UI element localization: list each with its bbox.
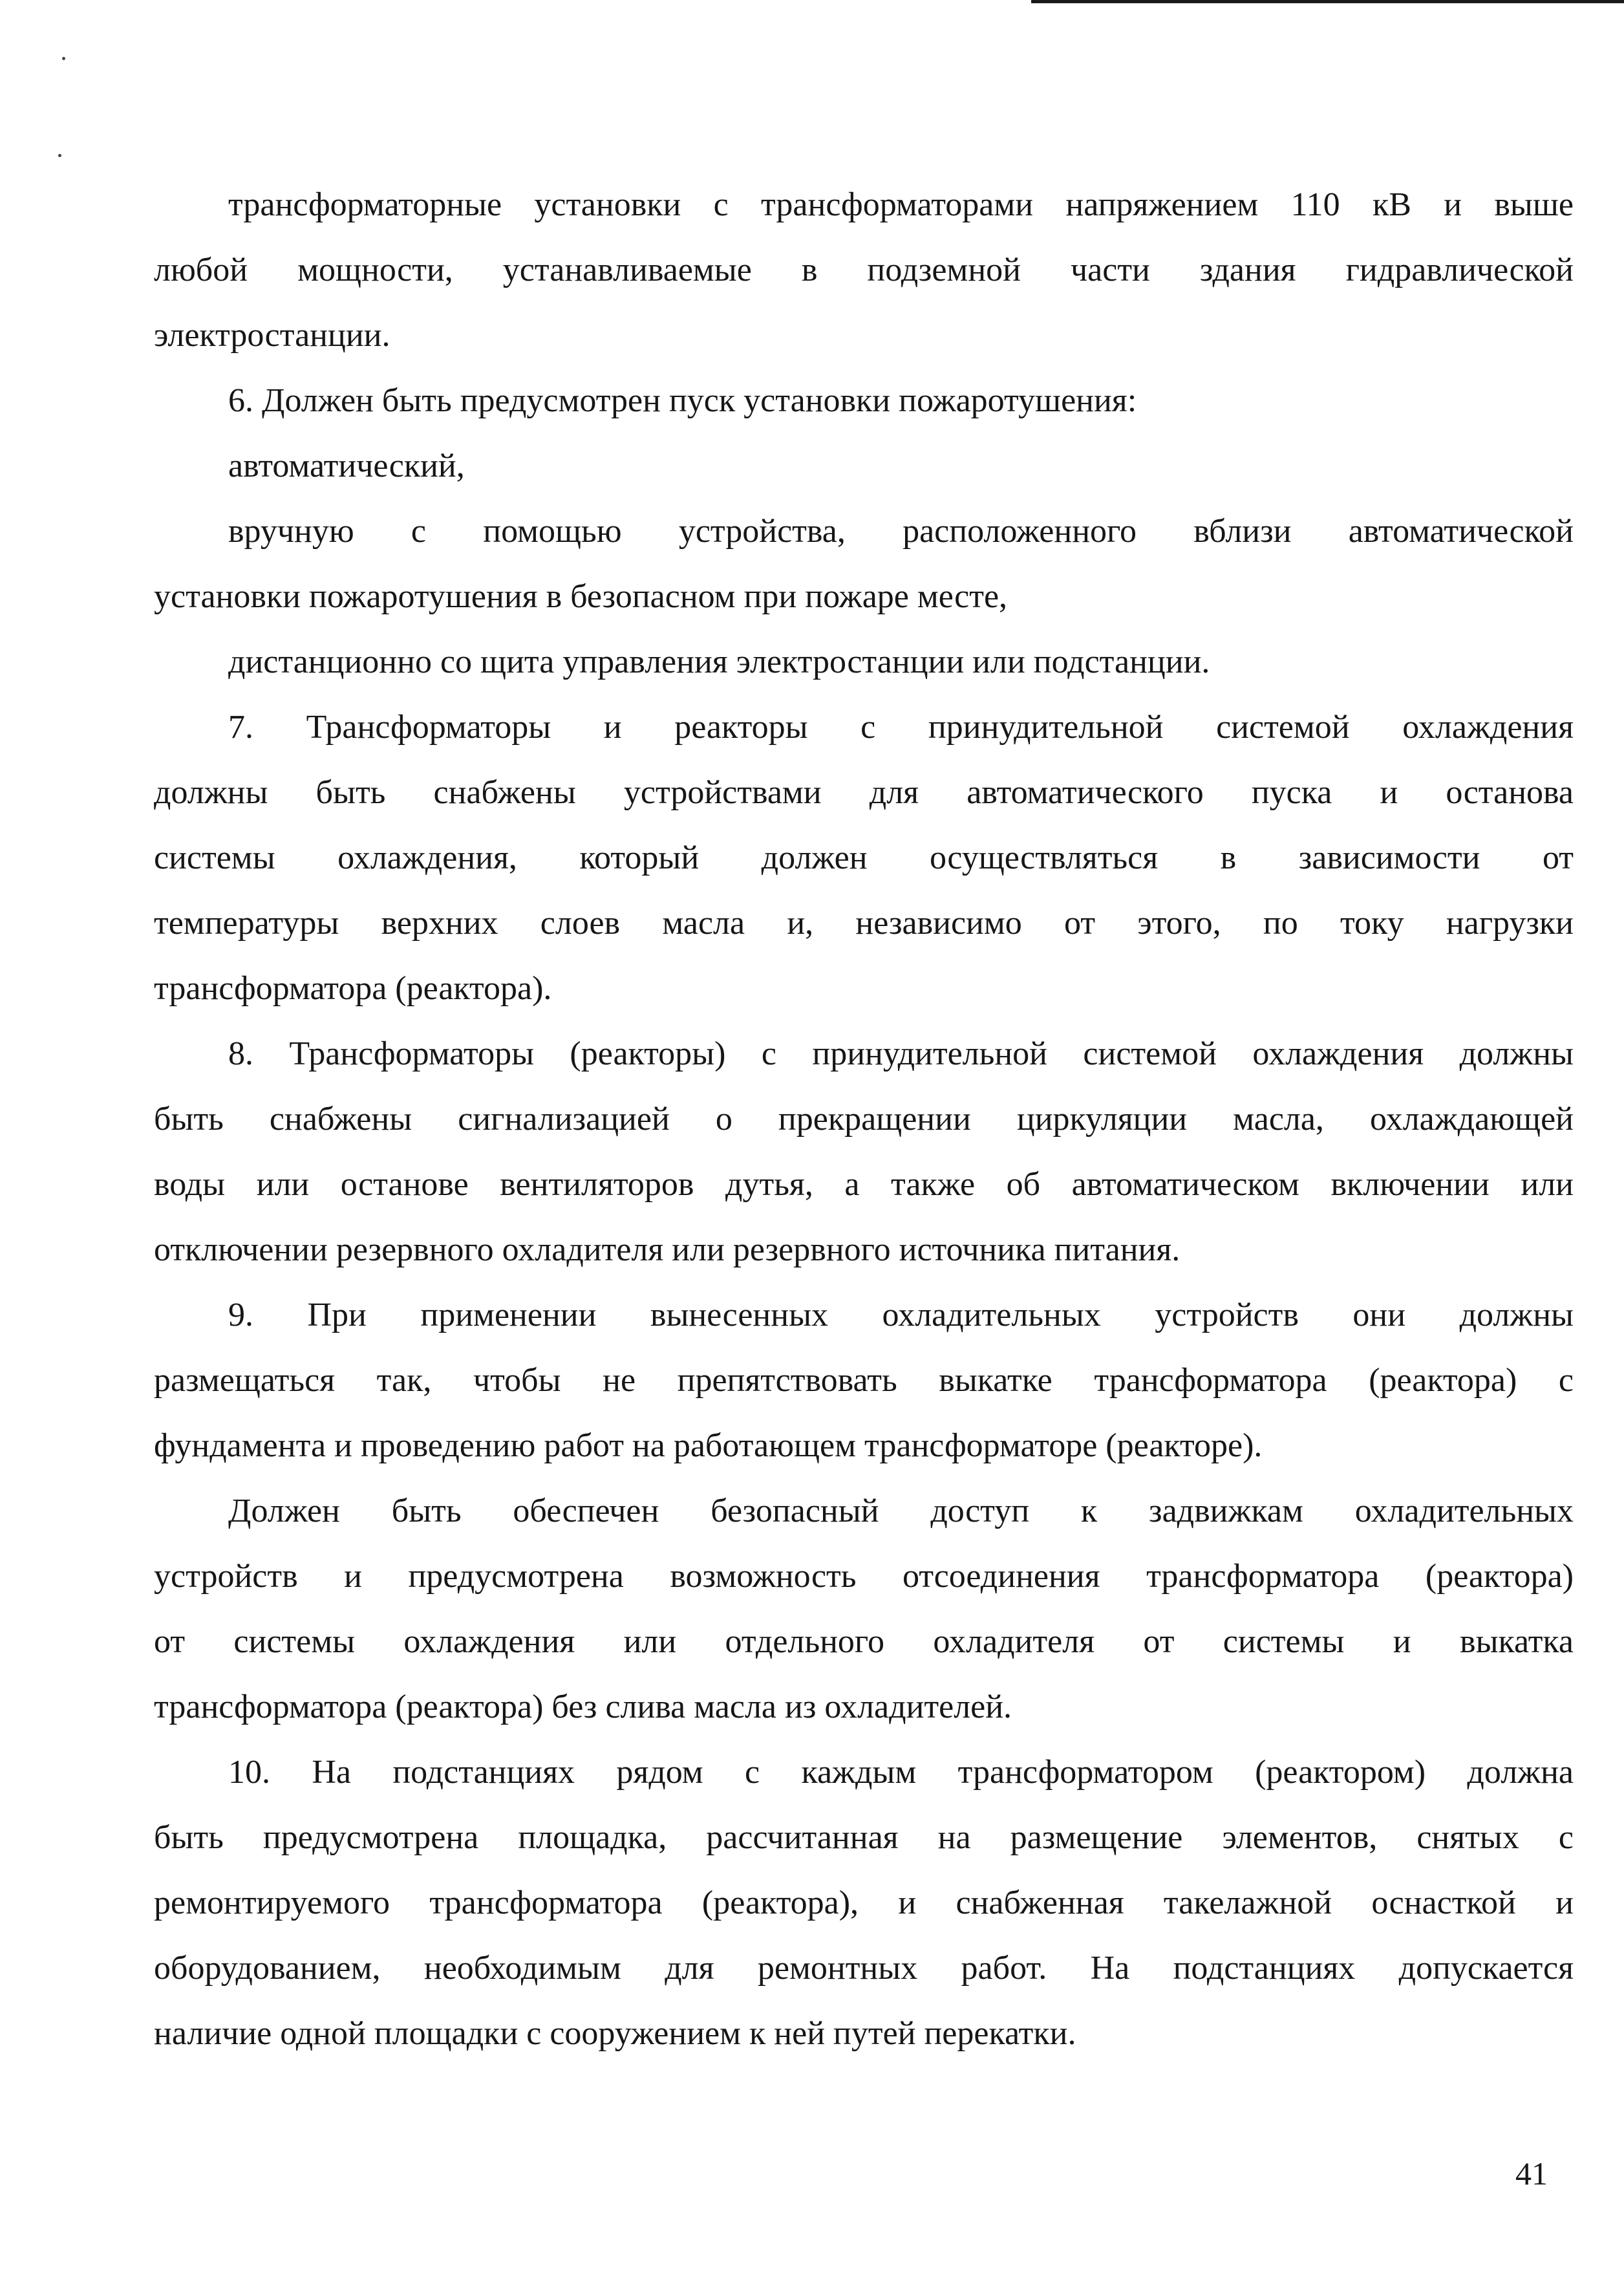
text-line: 7. Трансформаторы и реакторы с принудительной системой охлаждения: [228, 709, 1574, 746]
text-line: установки пожаротушения в безопасном при пожаре месте,: [154, 578, 1008, 615]
text-line: 8. Трансформаторы (реакторы) с принудительной системой охлаждения должны: [228, 1035, 1574, 1072]
scan-edge-line: [1031, 0, 1624, 3]
text-line: системы охлаждения, который должен осуществляться в зависимости от: [154, 839, 1574, 876]
text-line: дистанционно со щита управления электростанции или подстанции.: [228, 643, 1210, 680]
text-line: трансформаторные установки с трансформаторами напряжением 110 кВ и выше: [228, 186, 1574, 223]
page-number: 41: [1515, 2155, 1548, 2192]
text-line: отключении резервного охладителя или резервного источника питания.: [154, 1231, 1181, 1268]
text-line: быть предусмотрена площадка, рассчитанная на размещение элементов, снятых с: [154, 1819, 1574, 1856]
text-line: 10. На подстанциях рядом с каждым трансформатором (реактором) должна: [228, 1754, 1574, 1791]
scan-speck: [58, 154, 61, 157]
text-line: быть снабжены сигнализацией о прекращении циркуляции масла, охлаждающей: [154, 1101, 1574, 1138]
text-line: трансформатора (реактора).: [154, 970, 552, 1007]
text-line: температуры верхних слоев масла и, независимо от этого, по току нагрузки: [154, 905, 1574, 942]
text-line: автоматический,: [228, 447, 465, 484]
text-line: любой мощности, устанавливаемые в подземной части здания гидравлической: [154, 252, 1574, 288]
text-line: от системы охлаждения или отдельного охладителя от системы и выкатка: [154, 1623, 1574, 1660]
text-line: наличие одной площадки с сооружением к ней путей перекатки.: [154, 2015, 1076, 2052]
text-line: устройств и предусмотрена возможность отсоединения трансформатора (реактора): [154, 1558, 1574, 1595]
text-line: воды или останове вентиляторов дутья, а также об автоматическом включении или: [154, 1166, 1574, 1203]
text-line: размещаться так, чтобы не препятствовать выкатке трансформатора (реактора) с: [154, 1362, 1574, 1399]
text-line: электростанции.: [154, 317, 390, 354]
text-line: ремонтируемого трансформатора (реактора), и снабженная такелажной оснасткой и: [154, 1884, 1574, 1921]
text-line: 6. Должен быть предусмотрен пуск установки пожаротушения:: [228, 382, 1137, 419]
scan-speck: [62, 57, 65, 60]
text-line: трансформатора (реактора) без слива масла из охладителей.: [154, 1688, 1012, 1725]
text-line: оборудованием, необходимым для ремонтных работ. На подстанциях допускается: [154, 1950, 1574, 1987]
text-line: фундамента и проведению работ на работающем трансформаторе (реакторе).: [154, 1427, 1263, 1464]
text-line: должны быть снабжены устройствами для автоматического пуска и останова: [154, 774, 1574, 811]
document-body: [154, 172, 1574, 2066]
text-line: 9. При применении вынесенных охладительных устройств они должны: [228, 1297, 1574, 1333]
text-line: вручную с помощью устройства, расположенного вблизи автоматической: [228, 513, 1574, 550]
text-line: Должен быть обеспечен безопасный доступ к задвижкам охладительных: [228, 1493, 1574, 1529]
